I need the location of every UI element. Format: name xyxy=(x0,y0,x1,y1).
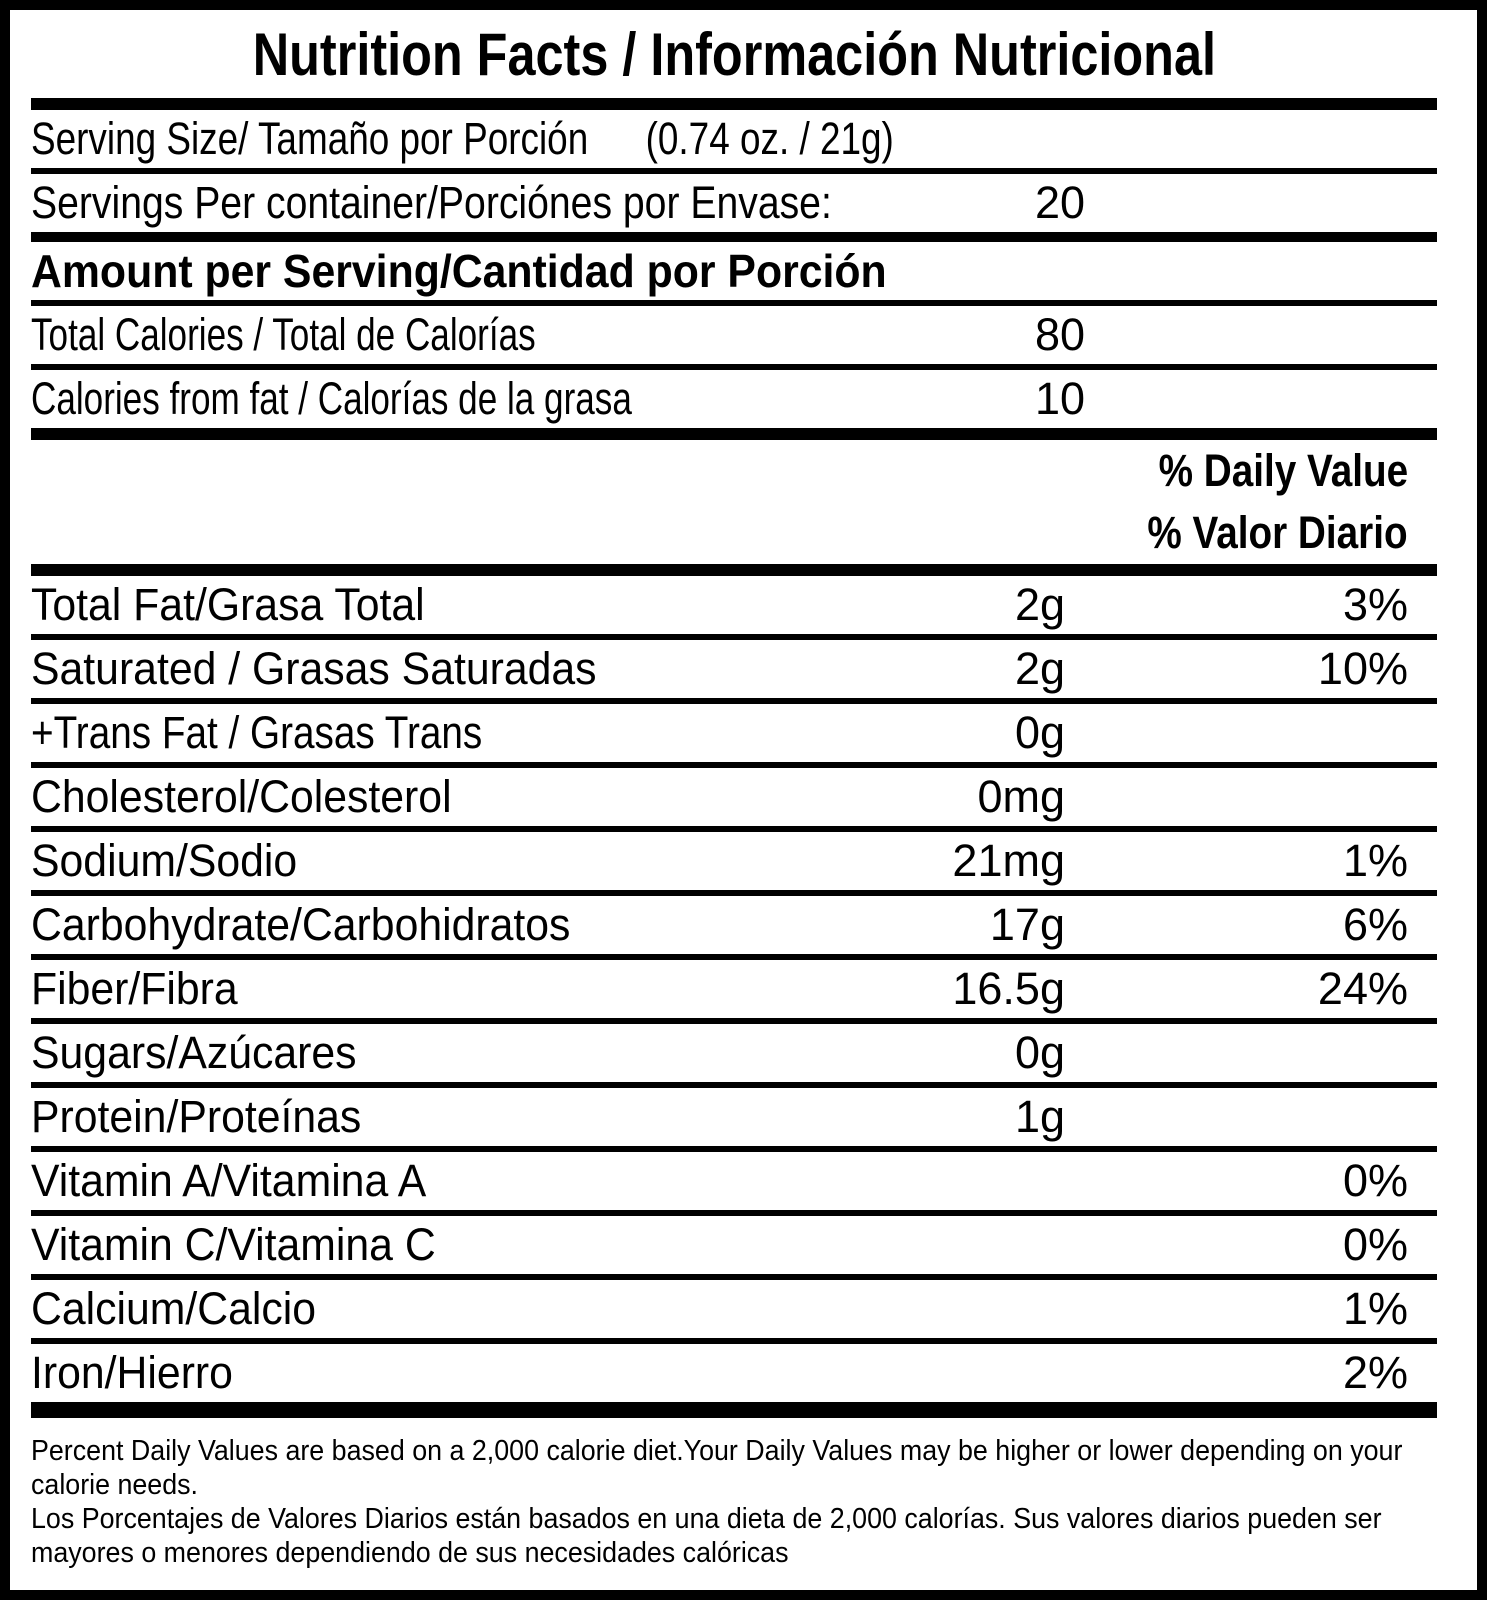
nutrient-label: +Trans Fat / Grasas Trans xyxy=(31,707,483,758)
nutrient-amount: 21mg xyxy=(952,835,1065,886)
nutrient-label: Vitamin A/Vitamina A xyxy=(31,1155,427,1206)
nutrient-row-iron xyxy=(31,1344,1437,1402)
label-title: Nutrition Facts / Información Nutricional xyxy=(252,20,1216,88)
nutrient-row-carbohydrate xyxy=(31,896,1437,960)
total-calories-value: 80 xyxy=(1034,309,1085,360)
amount-header: Amount per Serving/Cantidad por Porción xyxy=(31,245,887,297)
nutrient-label: Protein/Proteínas xyxy=(31,1091,362,1142)
total-calories-label: Total Calories / Total de Calorías xyxy=(31,309,536,360)
nutrient-dv: 2% xyxy=(1342,1347,1408,1398)
nutrient-amount: 16.5g xyxy=(952,963,1065,1014)
calories-from-fat-row xyxy=(31,370,1437,440)
servings-per-container-row xyxy=(31,174,1437,242)
nutrient-label: Carbohydrate/Carbohidratos xyxy=(31,899,571,950)
nutrient-dv: 1% xyxy=(1342,835,1408,886)
nutrient-row-trans-fat xyxy=(31,704,1437,768)
nutrient-amount: 0g xyxy=(1014,1027,1065,1078)
nutrient-amount: 2g xyxy=(1014,579,1065,630)
total-calories-row xyxy=(31,306,1437,370)
nutrient-row-sugars xyxy=(31,1024,1437,1088)
daily-value-header-en: % Daily Value xyxy=(1158,445,1408,496)
nutrient-dv: 24% xyxy=(1317,963,1408,1014)
nutrient-row-vitamin-c xyxy=(31,1216,1437,1280)
nutrient-amount: 1g xyxy=(1014,1091,1065,1142)
servings-per-container-label: Servings Per container/Porciónes por Envase: xyxy=(31,177,832,228)
serving-size-row xyxy=(31,110,1437,174)
nutrient-row-sodium xyxy=(31,832,1437,896)
nutrient-label: Iron/Hierro xyxy=(31,1347,233,1398)
footnote-en: Percent Daily Values are based on a 2,000 calorie diet.Your Daily Values may be higher or lower depending on your calorie needs. xyxy=(31,1435,1403,1501)
nutrient-label: Calcium/Calcio xyxy=(31,1283,317,1334)
title-divider xyxy=(31,98,1437,110)
nutrient-label: Sodium/Sodio xyxy=(31,835,298,886)
calories-from-fat-label: Calories from fat / Calorías de la grasa xyxy=(31,373,632,424)
label-content xyxy=(31,10,1437,1570)
serving-size-line xyxy=(31,113,894,165)
footnote-divider xyxy=(31,1402,1437,1418)
nutrient-label: Fiber/Fibra xyxy=(31,963,238,1014)
footnote-es: Los Porcentajes de Valores Diarios están basados en una dieta de 2,000 calorías. Sus valores diarios pueden ser mayores o menores dependiendo de sus necesidades calóricas xyxy=(31,1503,1382,1569)
calories-from-fat-value: 10 xyxy=(1034,373,1085,424)
nutrient-amount: 0mg xyxy=(977,771,1065,822)
nutrient-label: Cholesterol/Colesterol xyxy=(31,771,452,822)
daily-value-divider xyxy=(31,564,1437,576)
footnote xyxy=(31,1418,1437,1570)
nutrient-row-saturated-fat xyxy=(31,640,1437,704)
daily-value-header-row-es xyxy=(31,502,1437,564)
amount-header-row xyxy=(31,242,1437,306)
nutrient-dv: 6% xyxy=(1342,899,1408,950)
nutrient-dv: 1% xyxy=(1342,1283,1408,1334)
nutrient-label: Total Fat/Grasa Total xyxy=(31,579,425,630)
nutrient-dv: 10% xyxy=(1317,643,1408,694)
servings-per-container-value: 20 xyxy=(1034,177,1085,228)
nutrient-amount: 2g xyxy=(1014,643,1065,694)
nutrient-dv: 0% xyxy=(1342,1219,1408,1270)
daily-value-header-es: % Valor Diario xyxy=(1147,507,1408,558)
nutrient-label: Sugars/Azúcares xyxy=(31,1027,357,1078)
nutrient-row-protein xyxy=(31,1088,1437,1152)
title-row xyxy=(31,10,1437,98)
nutrient-dv: 3% xyxy=(1342,579,1408,630)
nutrient-row-total-fat xyxy=(31,576,1437,640)
nutrient-row-calcium xyxy=(31,1280,1437,1344)
serving-size-value: (0.74 oz. / 21g) xyxy=(645,113,894,164)
nutrient-amount: 0g xyxy=(1014,707,1065,758)
nutrient-label: Saturated / Grasas Saturadas xyxy=(31,643,597,694)
daily-value-header-row-en xyxy=(31,440,1437,502)
nutrient-row-vitamin-a xyxy=(31,1152,1437,1216)
nutrient-label: Vitamin C/Vitamina C xyxy=(31,1219,436,1270)
nutrient-row-cholesterol xyxy=(31,768,1437,832)
serving-size-label: Serving Size/ Tamaño por Porción xyxy=(31,113,589,164)
nutrient-dv: 0% xyxy=(1342,1155,1408,1206)
nutrient-row-fiber xyxy=(31,960,1437,1024)
nutrient-amount: 17g xyxy=(989,899,1065,950)
